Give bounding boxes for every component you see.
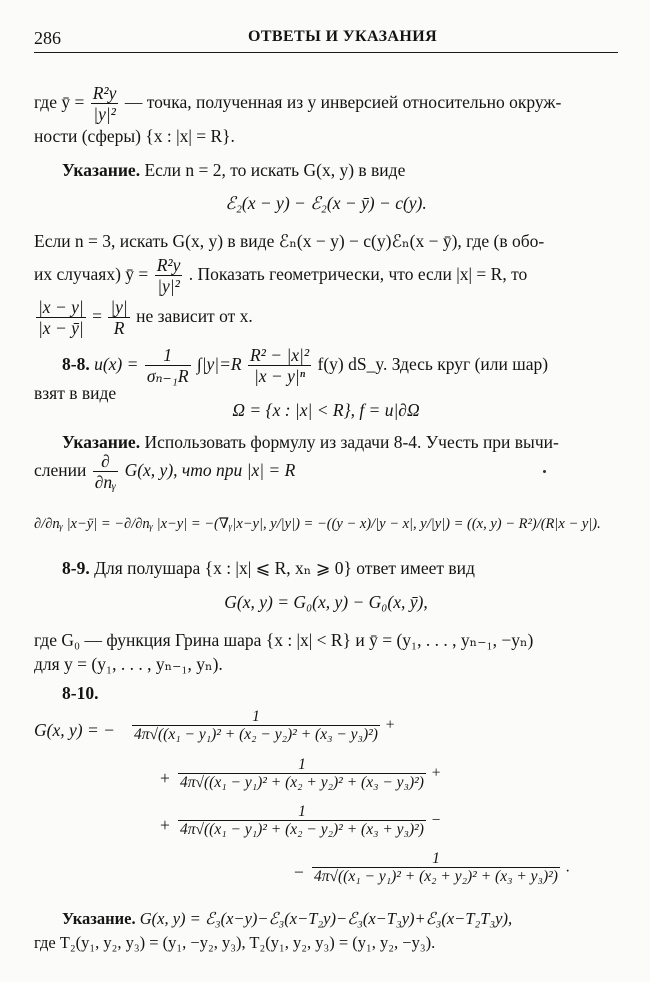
sign: − xyxy=(294,862,304,882)
fraction xyxy=(91,84,119,124)
hint-label: Указание. xyxy=(62,432,141,452)
formula-normal-derivative: ∂/∂nᵧ |x−ȳ| = −∂/∂nᵧ |x−y| = −(∇ᵧ|x−y|, y/|y|) = −((y − x)/|y − x|, y/|y|) = ((x, y) − R²)/(R|x − y|). xyxy=(34,516,601,532)
text-line: где G₀ — функция Грина шара {x : |x| < R} и ȳ = (y₁, . . . , yₙ₋₁, −yₙ) xyxy=(34,630,534,650)
integral: ∫|y|=R xyxy=(196,354,242,375)
hint-3 xyxy=(62,910,512,929)
formula-8-10-term-2 xyxy=(176,756,441,792)
text-span: — точка, полученная из y инверсией относительно окруж- xyxy=(124,92,562,113)
text-span: f(y) dS_y. Здесь круг (или шар) xyxy=(317,354,549,375)
fraction-numerator: 1 xyxy=(132,708,380,726)
hint-2 xyxy=(62,432,559,452)
text-line: взят в виде xyxy=(34,383,117,403)
formula-hemisphere: G(x, y) = G₀(x, y) − G₀(x, ȳ), xyxy=(224,592,428,612)
problem-label: 8-9. xyxy=(62,558,90,578)
fraction-denominator: |y|² xyxy=(157,276,180,297)
fraction-denominator: 4π√((x₁ − y₁)² + (x₂ − y₂)² + (x₃ − y₃)²) xyxy=(134,726,378,744)
minus-sign: − xyxy=(431,811,441,829)
fraction xyxy=(178,756,426,792)
fraction xyxy=(178,803,426,839)
page-number: 286 xyxy=(34,28,61,48)
formula-domain: Ω = {x : |x| < R}, f = u|∂Ω xyxy=(232,400,420,420)
text-span: их случаях) ȳ = xyxy=(34,264,149,285)
text-span: Использовать формулу из задачи 8-4. Учесть при вычи- xyxy=(144,432,559,452)
problem-label: 8-8. xyxy=(62,354,90,375)
fraction-denominator: 4π√((x₁ − y₁)² + (x₂ − y₂)² + (x₃ + y₃)²) xyxy=(180,821,424,839)
fraction-numerator: 1 xyxy=(312,850,560,868)
fraction-denominator: |x − y|ⁿ xyxy=(253,366,306,387)
fraction-denominator: |x − ȳ| xyxy=(38,318,84,339)
page-header xyxy=(34,26,618,53)
text-span: Если n = 2, то искать G(x, y) в виде xyxy=(144,160,406,180)
text-line-2: ности (сферы) {x : |x| = R}. xyxy=(34,126,235,146)
fraction xyxy=(145,346,191,386)
fraction xyxy=(108,298,129,338)
fraction-numerator: R² − |x|² xyxy=(249,345,310,365)
fraction-numerator: R²y xyxy=(92,83,117,103)
fraction-numerator: 1 xyxy=(145,346,191,366)
text-span: G(x, y) = ℰ₃(x−y)−ℰ₃(x−T₂y)−ℰ₃(x−T₃y)+ℰ₃(x−T₂T₃y), xyxy=(139,909,513,928)
text-line: где T₂(y₁, y₂, y₃) = (y₁, −y₂, y₃), T₂(y₁, y₂, y₃) = (y₁, y₂, −y₃). xyxy=(34,933,436,952)
fraction xyxy=(155,256,183,296)
period: . xyxy=(565,858,570,876)
formula-8-10-term-4 xyxy=(310,850,570,886)
fraction-denominator: ∂nᵧ xyxy=(94,472,117,493)
fraction-numerator: 1 xyxy=(178,756,426,774)
plus-sign: + xyxy=(385,716,395,734)
text-line-6 xyxy=(34,256,527,296)
text-span: не зависит от x. xyxy=(136,306,253,327)
fraction-denominator: 4π√((x₁ − y₁)² + (x₂ + y₂)² + (x₃ − y₃)²) xyxy=(180,774,424,792)
text-line-1 xyxy=(34,84,561,124)
text-span: . Показать геометрически, что если |x| = R, то xyxy=(188,264,528,285)
problem-8-8 xyxy=(62,346,548,386)
sign: + xyxy=(160,815,170,835)
fraction xyxy=(248,346,311,386)
text-span: G(x, y), что при |x| = R xyxy=(124,460,296,481)
problem-8-9 xyxy=(62,558,475,578)
equals-sign: = xyxy=(92,306,102,327)
text-line-5: Если n = 3, искать G(x, y) в виде ℰₙ(x − y) − c(y)ℰₙ(x − ȳ), где (в обо- xyxy=(34,231,545,251)
formula-8-10-term-3 xyxy=(176,803,441,839)
formula-8-10-lhs: G(x, y) = − xyxy=(34,720,115,740)
sign: + xyxy=(160,768,170,788)
fraction-numerator: R²y xyxy=(156,255,181,275)
fraction xyxy=(93,452,118,492)
fraction-numerator: 1 xyxy=(178,803,426,821)
text-span: Для полушара {x : |x| ⩽ R, xₙ ⩾ 0} ответ имеет вид xyxy=(94,558,475,578)
problem-8-10-label: 8-10. xyxy=(62,683,99,703)
fraction-numerator: |y| xyxy=(110,297,128,317)
text-line-7 xyxy=(34,298,253,338)
fraction xyxy=(312,850,560,886)
text-span: слении xyxy=(34,460,87,481)
fraction-denominator: σₙ₋₁R xyxy=(146,366,189,387)
text-line xyxy=(34,452,295,492)
hint-1 xyxy=(62,160,405,180)
text-span: где ȳ = xyxy=(34,92,85,113)
fraction xyxy=(36,298,86,338)
fraction-numerator: |x − y| xyxy=(38,297,84,317)
plus-sign: + xyxy=(431,764,441,782)
fraction-denominator: 4π√((x₁ − y₁)² + (x₂ + y₂)² + (x₃ + y₃)²) xyxy=(314,868,558,886)
hint-label: Указание. xyxy=(62,909,136,928)
fraction xyxy=(132,708,380,744)
fraction-numerator: ∂ xyxy=(93,452,118,472)
fraction-denominator: R xyxy=(113,318,125,339)
text-line: для y = (y₁, . . . , yₙ₋₁, yₙ). xyxy=(34,654,223,674)
formula-hint-1: ℰ₂(x − y) − ℰ₂(x − ȳ) − c(y). xyxy=(225,193,427,213)
print-speck xyxy=(543,470,546,473)
fraction-denominator: |y|² xyxy=(93,104,116,125)
hint-label: Указание. xyxy=(62,160,141,180)
running-title: ОТВЕТЫ И УКАЗАНИЯ xyxy=(248,28,438,45)
formula-8-10-term-1 xyxy=(130,708,395,744)
text-span: u(x) = xyxy=(94,354,139,375)
